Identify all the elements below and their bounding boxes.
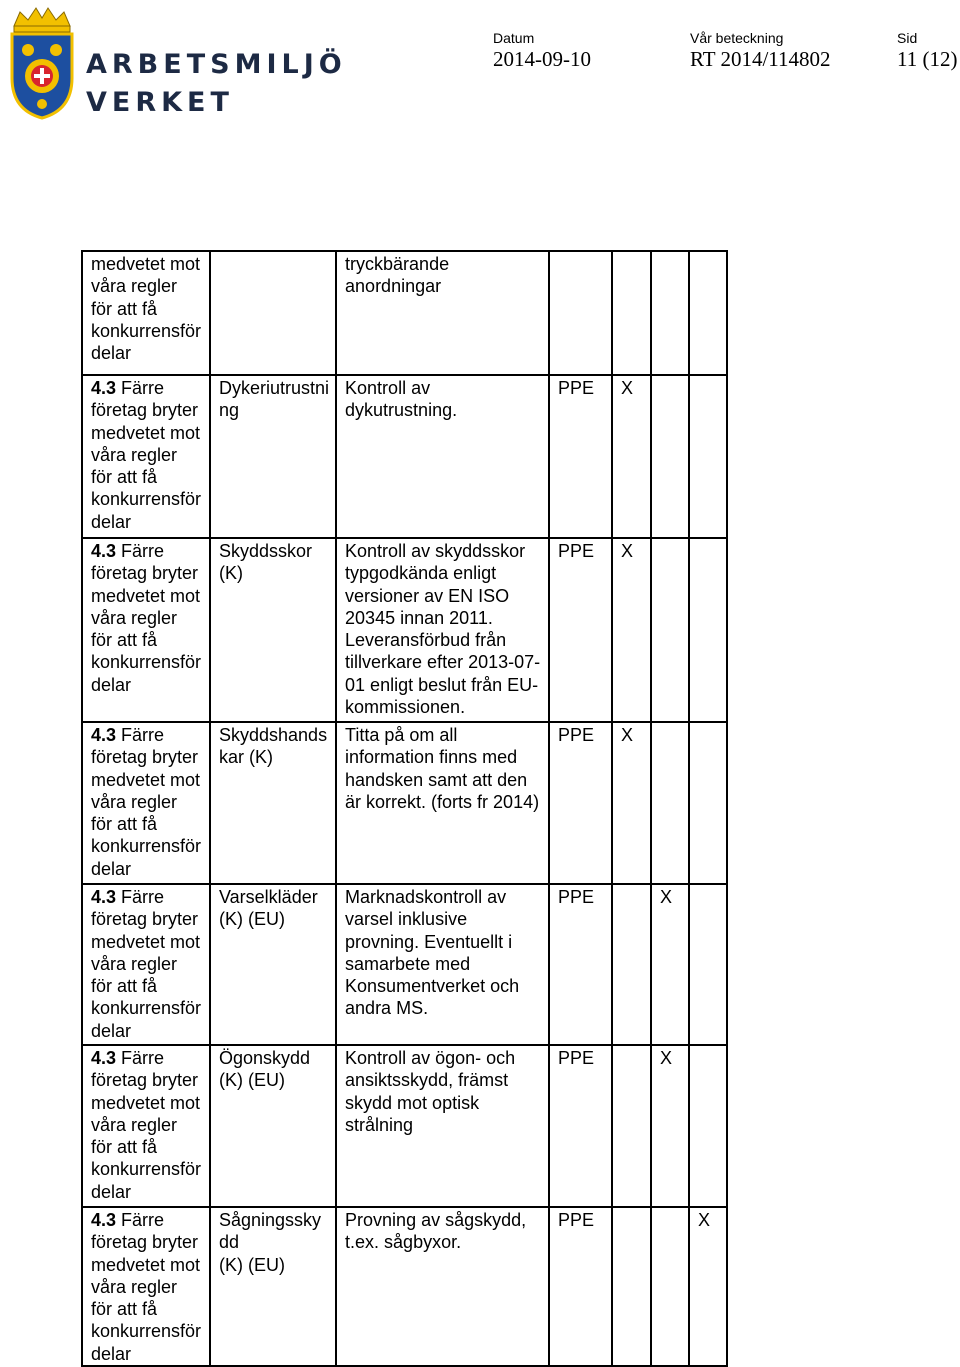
goal-cell (82, 251, 210, 375)
goal-text: medvetet mot våra regler för att få konkurrensför delar (91, 254, 202, 364)
product-name: Varselkläder (219, 887, 318, 907)
product-cell (210, 1045, 336, 1207)
category-cell: PPE (549, 722, 612, 884)
mark-cell-3 (689, 884, 727, 1045)
goal-text: Färre företag bryter medvetet mot våra regler för att få konkurrensför delar (91, 887, 202, 1041)
goal-cell (82, 1207, 210, 1366)
agency-name-line2: VERKET (86, 87, 234, 118)
mark-cell-3 (689, 375, 727, 538)
goal-code: 4.3 (91, 1048, 117, 1068)
date-value: 2014-09-10 (493, 47, 591, 71)
table-row (82, 375, 727, 538)
product-cell (210, 251, 336, 375)
mark-cell-2: X (651, 884, 689, 1045)
mark-cell-3 (689, 538, 727, 722)
mark-cell-3 (689, 251, 727, 375)
table-row (82, 1207, 727, 1366)
page-block (897, 31, 957, 71)
mark-cell-1 (612, 1045, 651, 1207)
mark-cell-2 (651, 538, 689, 722)
goal-text: Färre företag bryter medvetet mot våra regler för att få konkurrensför delar (91, 1048, 202, 1202)
mark-cell-1: X (612, 375, 651, 538)
coat-of-arms-logo (6, 4, 78, 120)
mark-cell-2 (651, 1207, 689, 1366)
product-tag: (K) (219, 563, 243, 584)
product-cell (210, 375, 336, 538)
category-cell (549, 251, 612, 375)
control-plan-table (81, 250, 728, 1367)
goal-code: 4.3 (91, 378, 117, 398)
activity-cell: Marknadskontroll av varsel inklusive provning. Eventuellt i samarbete med Konsumentverket och andra MS. (336, 884, 549, 1045)
product-cell (210, 538, 336, 722)
product-cell (210, 1207, 336, 1366)
goal-text: Färre företag bryter medvetet mot våra regler för att få konkurrensför delar (91, 541, 202, 695)
product-name: Sågningssky dd (219, 1210, 322, 1253)
goal-cell (82, 1045, 210, 1207)
goal-code: 4.3 (91, 725, 117, 745)
product-cell (210, 722, 336, 884)
activity-cell: tryckbärande anordningar (336, 251, 549, 375)
agency-name (86, 46, 347, 122)
mark-cell-2 (651, 251, 689, 375)
table-row (82, 722, 727, 884)
activity-cell: Kontroll av ögon- och ansiktsskydd, främst skydd mot optisk strålning (336, 1045, 549, 1207)
table-row (82, 884, 727, 1045)
mark-cell-3 (689, 722, 727, 884)
date-label: Datum (493, 30, 535, 46)
activity-cell: Titta på om all information finns med handsken samt att den är korrekt. (forts fr 2014) (336, 722, 549, 884)
mark-cell-1 (612, 884, 651, 1045)
product-name: Ögonskydd (219, 1048, 311, 1068)
date-block (493, 31, 591, 71)
goal-text: Färre företag bryter medvetet mot våra regler för att få konkurrensför delar (91, 1210, 202, 1364)
goal-cell (82, 375, 210, 538)
mark-cell-1 (612, 251, 651, 375)
goal-cell (82, 538, 210, 722)
table-row (82, 1045, 727, 1207)
mark-cell-1: X (612, 538, 651, 722)
mark-cell-1 (612, 1207, 651, 1366)
category-cell: PPE (549, 1207, 612, 1366)
goal-cell (82, 884, 210, 1045)
reference-value: RT 2014/114802 (690, 47, 831, 71)
product-tag: (K) (EU) (219, 1254, 285, 1275)
page-value: 11 (12) (897, 47, 958, 71)
mark-cell-3 (689, 1045, 727, 1207)
activity-cell: Kontroll av dykutrustning. (336, 375, 549, 538)
goal-code: 4.3 (91, 887, 117, 907)
product-name: Dykeriutrustni ng (219, 378, 330, 421)
agency-name-line1: ARBETSMILJÖ (86, 49, 347, 80)
mark-cell-3: X (689, 1207, 727, 1366)
activity-cell: Kontroll av skyddsskor typgodkända enligt versioner av EN ISO 20345 innan 2011. Leveransförbud från tillverkare efter 2013-07-01 enligt beslut från EU-kommissionen. (336, 538, 549, 722)
category-cell: PPE (549, 1045, 612, 1207)
product-cell (210, 884, 336, 1045)
goal-text: Färre företag bryter medvetet mot våra regler för att få konkurrensför delar (91, 378, 202, 532)
mark-cell-2 (651, 722, 689, 884)
product-name: Skyddsskor (219, 541, 313, 561)
goal-cell (82, 722, 210, 884)
page-label: Sid (897, 30, 918, 46)
category-cell: PPE (549, 375, 612, 538)
product-tag: (K) (EU) (219, 909, 285, 930)
mark-cell-2 (651, 375, 689, 538)
product-tag: (K) (EU) (219, 1070, 285, 1091)
category-cell: PPE (549, 538, 612, 722)
mark-cell-1: X (612, 722, 651, 884)
product-name: Skyddshands kar (K) (219, 725, 328, 768)
reference-label: Vår beteckning (690, 30, 784, 46)
reference-block (690, 31, 831, 71)
goal-code: 4.3 (91, 541, 117, 561)
category-cell: PPE (549, 884, 612, 1045)
activity-cell: Provning av sågskydd, t.ex. sågbyxor. (336, 1207, 549, 1366)
goal-text: Färre företag bryter medvetet mot våra regler för att få konkurrensför delar (91, 725, 202, 879)
table-row (82, 251, 727, 375)
table-row (82, 538, 727, 722)
mark-cell-2: X (651, 1045, 689, 1207)
goal-code: 4.3 (91, 1210, 117, 1230)
